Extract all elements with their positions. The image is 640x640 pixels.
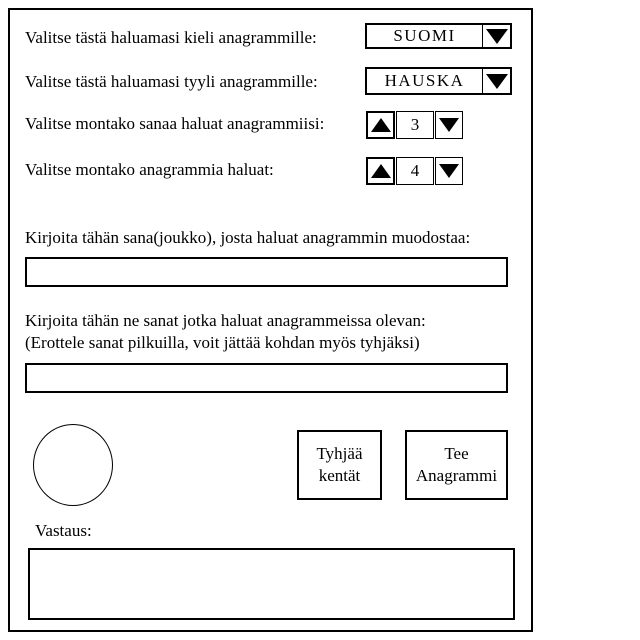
source-word-label: Kirjoita tähän sana(joukko), josta haluat anagrammin muodostaa: bbox=[25, 228, 471, 247]
language-dropdown-arrow-button[interactable] bbox=[482, 25, 510, 47]
style-dropdown-arrow-button[interactable] bbox=[482, 69, 510, 93]
include-words-label-line1: Kirjoita tähän ne sanat jotka haluat anagrammeissa olevan: bbox=[25, 311, 426, 330]
chevron-down-icon bbox=[486, 29, 508, 44]
anagram-count-down-button[interactable] bbox=[435, 157, 463, 185]
language-dropdown[interactable] bbox=[365, 23, 512, 49]
word-count-down-button[interactable] bbox=[435, 111, 463, 139]
include-words-input[interactable] bbox=[25, 363, 508, 393]
anagram-count-up-button[interactable] bbox=[366, 157, 395, 185]
anagram-count-value[interactable]: 4 bbox=[396, 157, 434, 185]
clear-fields-button[interactable]: Tyhjää kentät bbox=[297, 430, 382, 500]
style-dropdown-value: HAUSKA bbox=[384, 71, 465, 90]
language-label: Valitse tästä haluamasi kieli anagrammille: bbox=[25, 28, 317, 47]
style-label: Valitse tästä haluamasi tyyli anagrammille: bbox=[25, 72, 318, 91]
triangle-up-icon bbox=[371, 164, 391, 178]
word-count-up-button[interactable] bbox=[366, 111, 395, 139]
source-word-input[interactable] bbox=[25, 257, 508, 287]
answer-output-area[interactable] bbox=[28, 548, 515, 620]
word-count-value[interactable]: 3 bbox=[396, 111, 434, 139]
anagram-count-label: Valitse montako anagrammia haluat: bbox=[25, 160, 274, 179]
language-dropdown-value: SUOMI bbox=[393, 26, 456, 45]
triangle-down-icon bbox=[439, 164, 459, 178]
status-circle-indicator bbox=[33, 424, 113, 506]
create-anagram-button[interactable]: Tee Anagrammi bbox=[405, 430, 508, 500]
style-dropdown[interactable] bbox=[365, 67, 512, 95]
answer-label: Vastaus: bbox=[35, 521, 92, 540]
include-words-label-line2: (Erottele sanat pilkuilla, voit jättää kohdan myös tyhjäksi) bbox=[25, 333, 420, 352]
chevron-down-icon bbox=[486, 74, 508, 89]
anagram-app-window bbox=[8, 8, 533, 632]
word-count-label: Valitse montako sanaa haluat anagrammiisi: bbox=[25, 114, 325, 133]
word-count-spinner bbox=[366, 111, 463, 139]
triangle-down-icon bbox=[439, 118, 459, 132]
anagram-count-spinner bbox=[366, 157, 463, 185]
triangle-up-icon bbox=[371, 118, 391, 132]
